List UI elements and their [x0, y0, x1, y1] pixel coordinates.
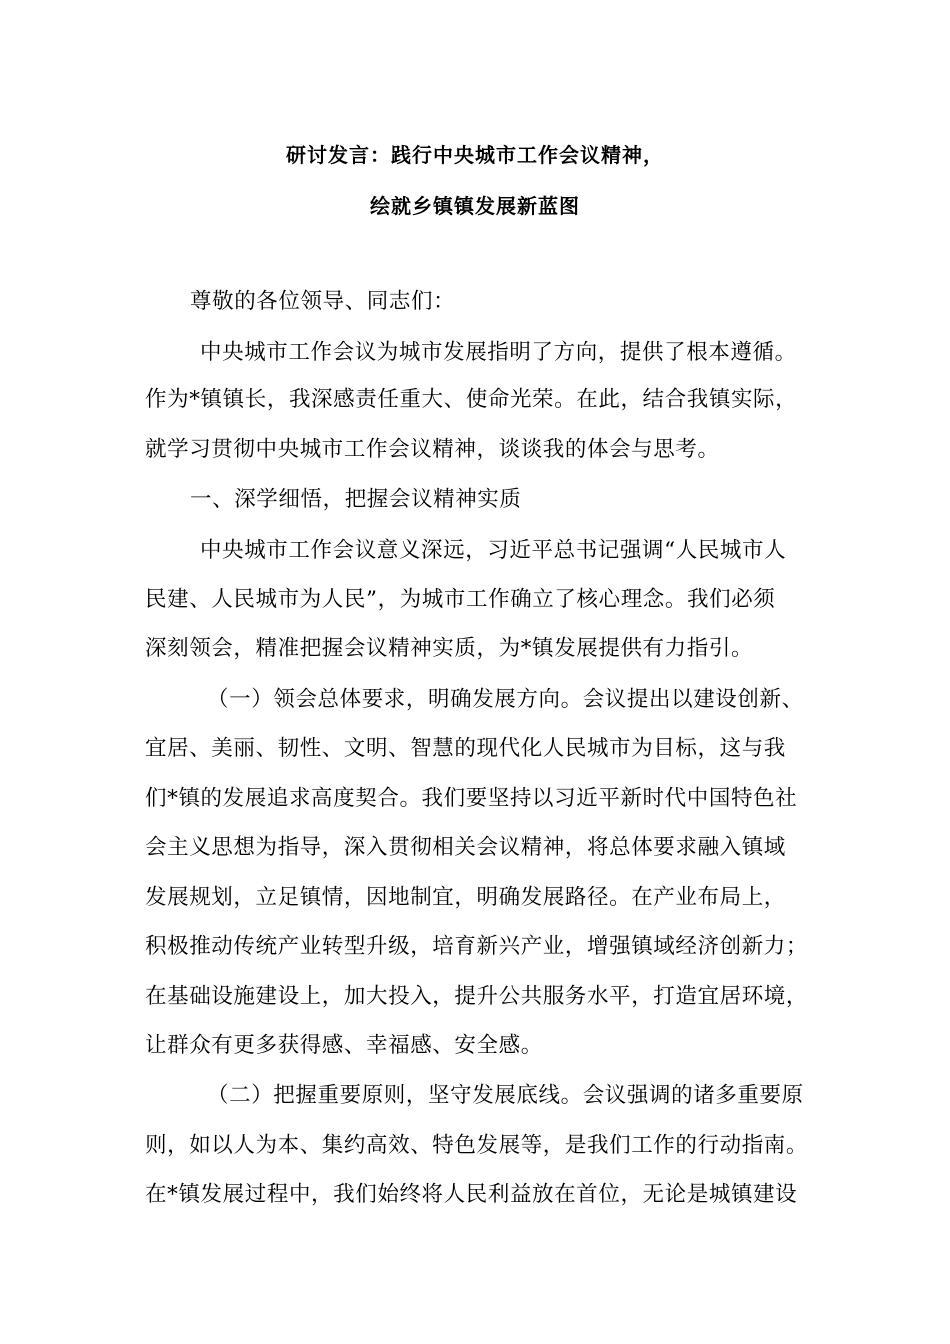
paragraph-line: （二）把握重要原则，坚守发展底线。会议强调的诸多重要原 [207, 1083, 804, 1108]
paragraph-line: 让群众有更多获得感、幸福感、安全感。 [145, 1033, 543, 1058]
section-heading: 一、深学细悟，把握会议精神实质 [190, 487, 522, 512]
title-line-2: 绘就乡镇镇发展新蓝图 [370, 194, 580, 218]
paragraph-line: 民建、人民城市为人民”，为城市工作确立了核心理念。我们必须 [145, 587, 776, 612]
paragraph-line: 深刻领会，精准把握会议精神实质，为*镇发展提供有力指引。 [145, 636, 754, 661]
paragraph-line: 就学习贯彻中央城市工作会议精神，谈谈我的体会与思考。 [145, 437, 720, 462]
paragraph-line: 则，如以人为本、集约高效、特色发展等，是我们工作的行动指南。 [145, 1133, 809, 1158]
paragraph-line: 中央城市工作会议意义深远，习近平总书记强调“人民城市人 [200, 538, 787, 563]
paragraph-line: （一）领会总体要求，明确发展方向。会议提出以建设创新、 [207, 687, 804, 712]
paragraph-line: 在*镇发展过程中，我们始终将人民利益放在首位，无论是城镇建设 [145, 1182, 798, 1207]
paragraph-line: 宜居、美丽、韧性、文明、智慧的现代化人民城市为目标，这与我 [145, 736, 786, 761]
paragraph-line: 们*镇的发展追求高度契合。我们要坚持以习近平新时代中国特色社 [145, 786, 798, 811]
paragraph-line: 中央城市工作会议为城市发展指明了方向，提供了根本遵循。 [200, 340, 797, 365]
paragraph-line: 会主义思想为指导，深入贯彻相关会议精神，将总体要求融入镇域 [145, 835, 786, 860]
paragraph-line: 积极推动传统产业转型升级，培育新兴产业，增强镇域经济创新力； [145, 934, 809, 959]
paragraph-line: 在基础设施建设上，加大投入，提升公共服务水平，打造宜居环境， [145, 984, 809, 1009]
paragraph-line: 作为*镇镇长，我深感责任重大、使命光荣。在此，结合我镇实际， [145, 387, 798, 412]
title-line-1: 研讨发言：践行中央城市工作会议精神， [286, 143, 664, 167]
paragraph-line: 发展规划，立足镇情，因地制宜，明确发展路径。在产业布局上， [145, 885, 786, 910]
salutation: 尊敬的各位领导、同志们： [190, 289, 456, 314]
